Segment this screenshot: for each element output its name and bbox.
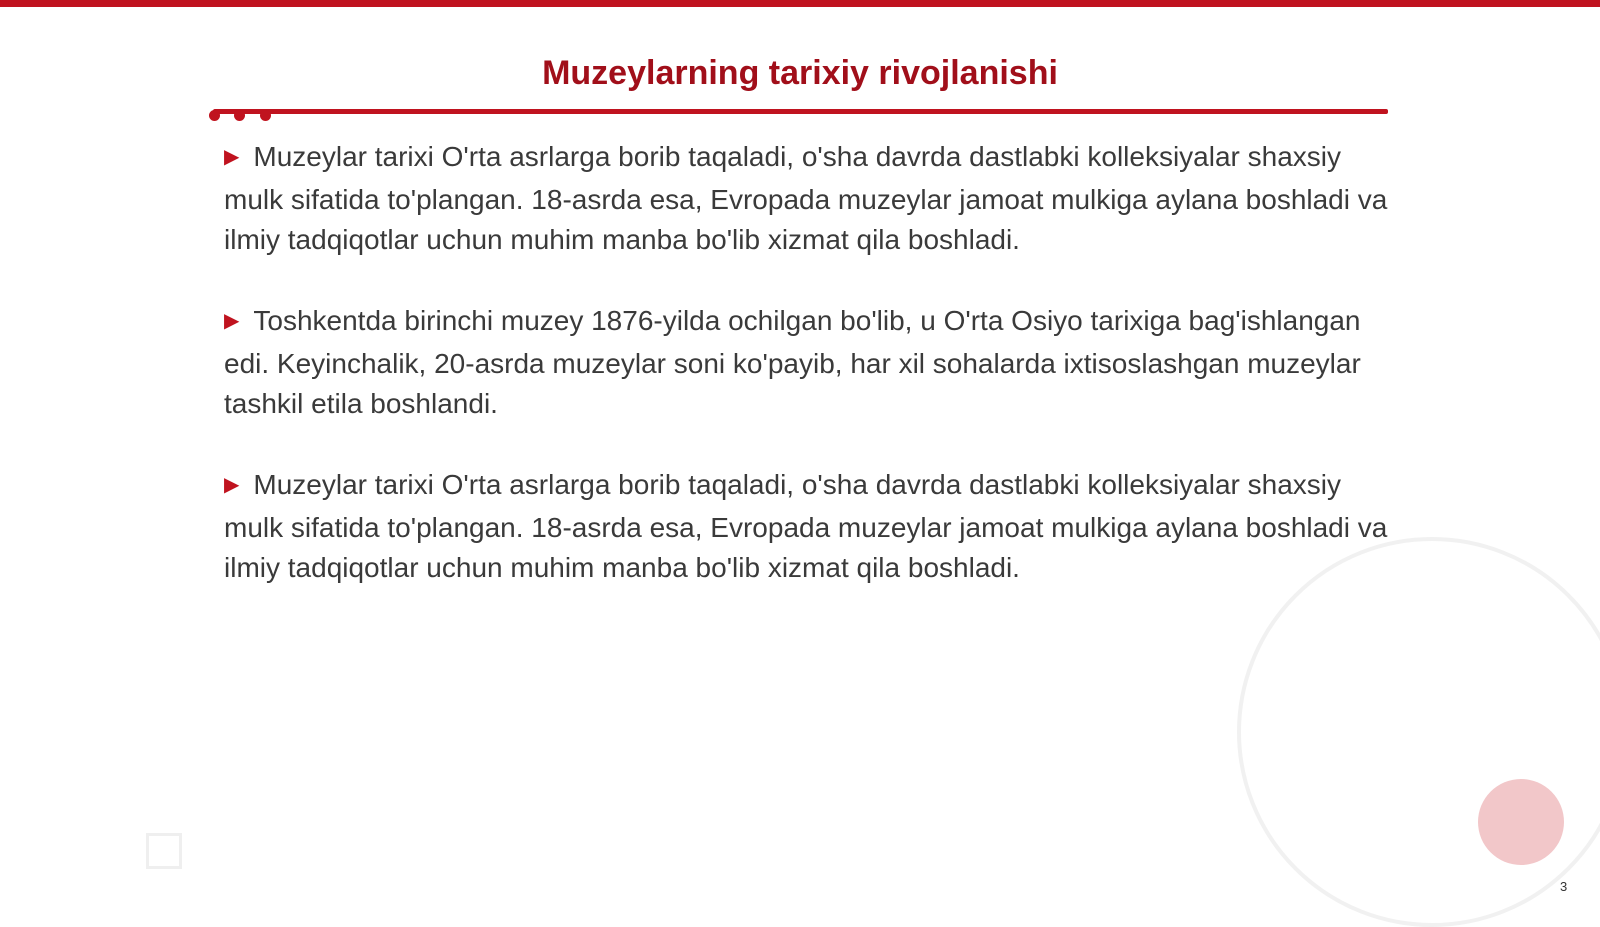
slide-title: Muzeylarning tarixiy rivojlanishi xyxy=(542,54,1058,92)
underline-dot xyxy=(234,110,245,121)
triangle-bullet-icon: ▶ xyxy=(224,474,240,496)
page-number: 3 xyxy=(1560,879,1568,894)
bullet-list xyxy=(224,137,1394,629)
bullet-item xyxy=(224,301,1394,424)
decorative-pink-circle xyxy=(1478,779,1564,865)
top-accent-bar xyxy=(0,0,1600,7)
triangle-bullet-icon: ▶ xyxy=(224,146,240,168)
bullet-text: Muzeylar tarixi O'rta asrlarga borib taqaladi, o'sha davrda dastlabki kolleksiyalar shaxsiy mulk sifatida to'plangan. 18-asrda esa, Evropada muzeylar jamoat mulkiga aylana boshladi va ilmiy tadqiqotlar uchun muhim manba bo'lib xizmat qila boshladi. xyxy=(224,141,1388,255)
bullet-item xyxy=(224,137,1394,260)
underline-dot xyxy=(209,110,220,121)
decorative-square xyxy=(146,833,182,869)
bullet-text: Muzeylar tarixi O'rta asrlarga borib taqaladi, o'sha davrda dastlabki kolleksiyalar shaxsiy mulk sifatida to'plangan. 18-asrda esa, Evropada muzeylar jamoat mulkiga aylana boshladi va ilmiy tadqiqotlar uchun muhim manba bo'lib xizmat qila boshladi. xyxy=(224,469,1388,583)
bullet-item xyxy=(224,465,1394,588)
bullet-text: Toshkentda birinchi muzey 1876-yilda ochilgan bo'lib, u O'rta Osiyo tarixiga bag'ishlangan edi. Keyinchalik, 20-asrda muzeylar soni ko'payib, har xil sohalarda ixtisoslashgan muzeylar tashkil etila boshlandi. xyxy=(224,305,1361,419)
title-underline xyxy=(213,109,1388,114)
triangle-bullet-icon: ▶ xyxy=(224,310,240,332)
underline-dot xyxy=(260,110,271,121)
decorative-ring xyxy=(1237,537,1600,927)
